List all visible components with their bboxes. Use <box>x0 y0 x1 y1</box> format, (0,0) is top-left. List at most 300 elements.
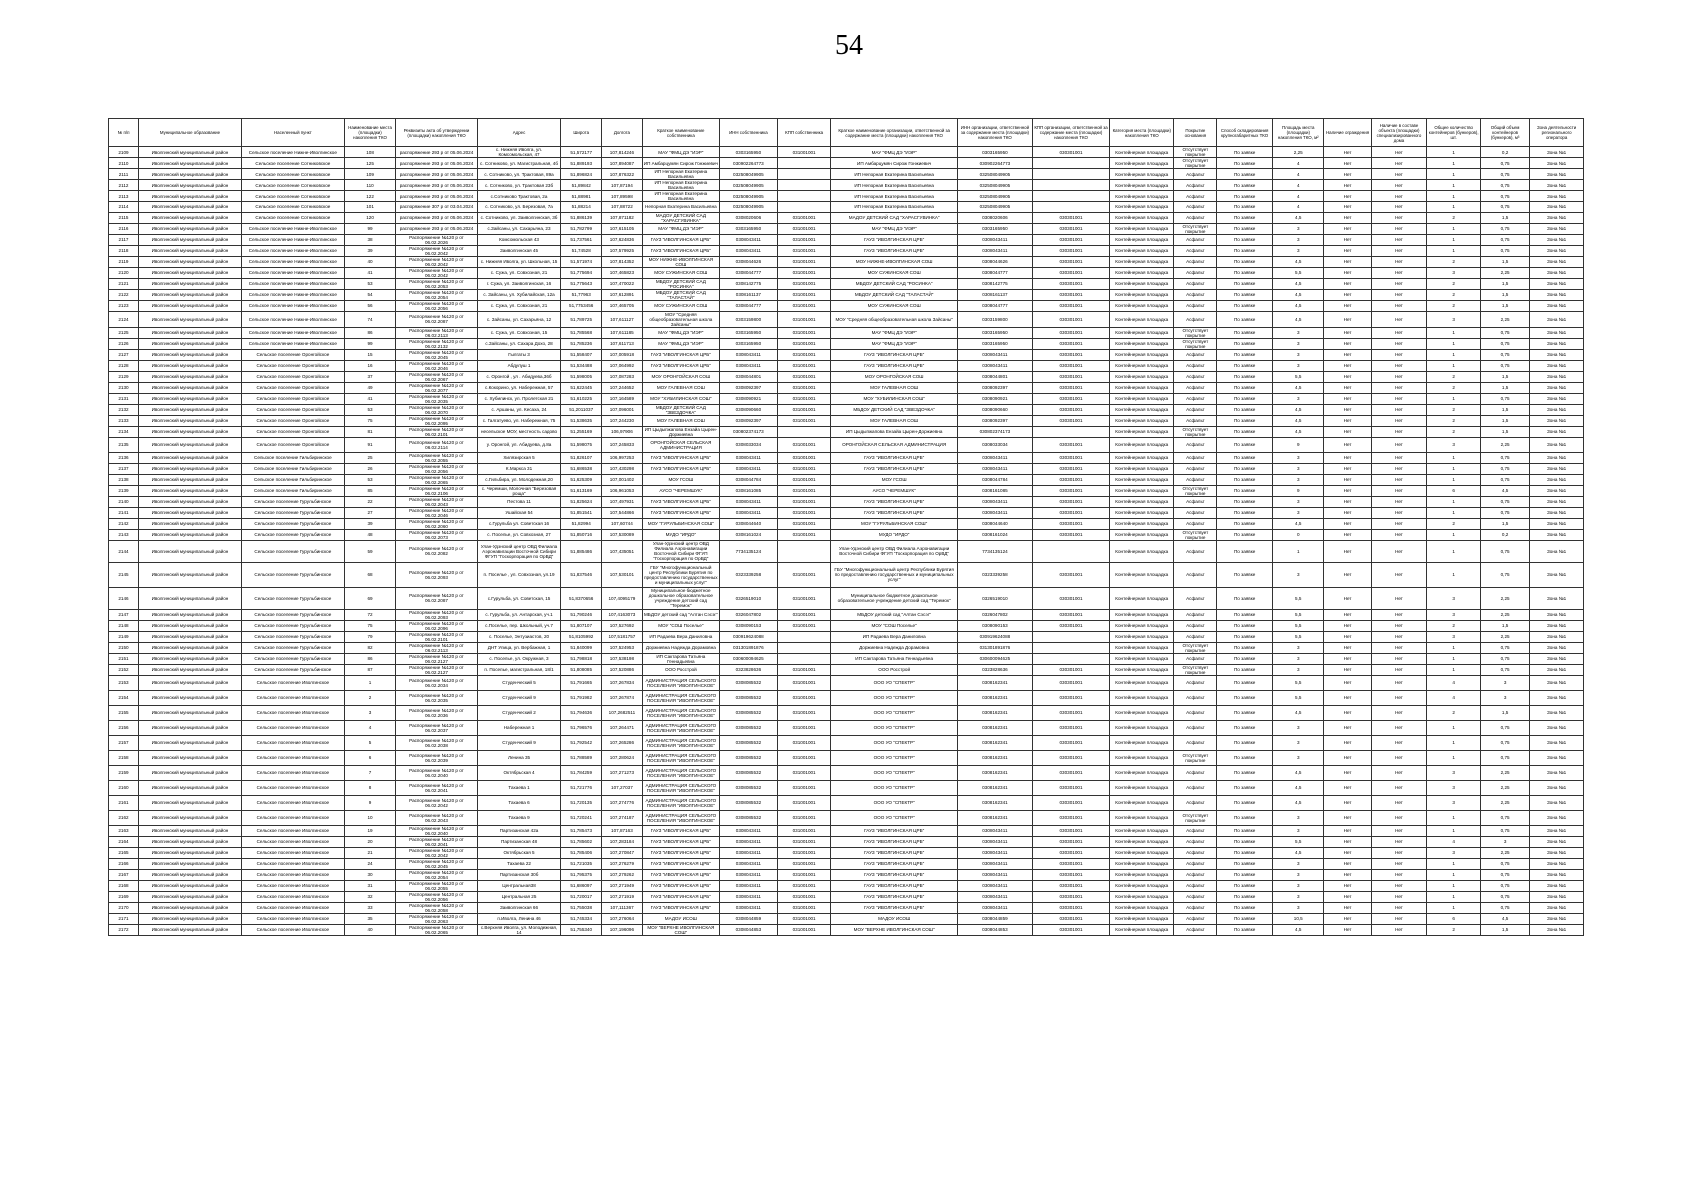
table-cell: 031001001 <box>777 147 831 158</box>
table-cell: Контейнерная площадка <box>1110 223 1174 234</box>
table-cell: 0308043411 <box>957 858 1032 869</box>
table-cell: 031001001 <box>777 267 831 278</box>
table-cell: Распоряжение №120 р от 06.02.2056 <box>396 463 477 474</box>
table-cell: 2129 <box>109 371 139 382</box>
table-cell: Иволгинский муниципальный район <box>139 562 242 587</box>
table-cell: ООО УО "СПЕКТР" <box>831 675 957 690</box>
table-cell: 0326519010 <box>957 587 1032 609</box>
table-cell: 031001001 <box>777 496 831 507</box>
table-cell: 1 <box>1427 858 1481 869</box>
table-cell: 107,524953 <box>602 642 643 653</box>
table-cell: 53 <box>344 278 395 289</box>
table-cell: 51,613169 <box>561 485 602 496</box>
table-cell: Сельское поселение Иволгинское <box>241 675 344 690</box>
table-cell: Контейнерная площадка <box>1110 750 1174 765</box>
table-cell: 2143 <box>109 529 139 540</box>
table-cell: 030919624088 <box>957 631 1032 642</box>
table-cell: 106,997253 <box>602 452 643 463</box>
table-cell: По заявке <box>1217 452 1273 463</box>
table-cell: МОУ ОРОНГОЙСКАЯ СОШ <box>642 371 719 382</box>
table-cell: 0308092397 <box>957 415 1032 426</box>
table-cell: Контейнерная площадка <box>1110 795 1174 810</box>
table-cell: Контейнерная площадка <box>1110 620 1174 631</box>
table-cell: 0308043411 <box>957 463 1032 474</box>
table-cell: 2,25 <box>1480 631 1529 642</box>
table-cell: Доржиевна Надежда Дорамовна <box>642 642 719 653</box>
table-cell: Сельское поселение Оронгойское <box>241 393 344 404</box>
table-cell: Распоряжение №120 р от 06.02.2039 <box>396 750 477 765</box>
table-cell: По заявке <box>1217 289 1273 300</box>
table-cell: 0308090921 <box>957 393 1032 404</box>
table-cell: 51,7753456 <box>561 300 602 311</box>
table-cell: Нет <box>1324 437 1371 452</box>
table-cell: 4,5 <box>1273 765 1324 780</box>
table-cell: Сельское поселение Гурульбинское <box>241 642 344 653</box>
table-cell: По заявке <box>1217 426 1273 437</box>
table-cell: Иволгинский муниципальный район <box>139 311 242 327</box>
table-cell: 51,686097 <box>561 880 602 891</box>
table-cell: Нет <box>1324 507 1371 518</box>
table-cell: Нет <box>1324 426 1371 437</box>
table-cell: 3 <box>1273 338 1324 349</box>
table-cell: 4,5 <box>1273 847 1324 858</box>
table-cell: 0308043411 <box>719 452 777 463</box>
table-cell: Нет <box>1324 653 1371 664</box>
table-cell: Иволгинский муниципальный район <box>139 924 242 935</box>
table-cell: Нет <box>1324 349 1371 360</box>
table-cell: 031001001 <box>777 924 831 935</box>
table-cell <box>777 202 831 213</box>
table-cell: п.Иволга, Ленина 46 <box>477 913 561 924</box>
table-cell: 4,5 <box>1273 404 1324 415</box>
table-cell: 0308044640 <box>719 518 777 529</box>
column-header: Способ складирования крупногабаритных ТКО <box>1217 119 1273 147</box>
table-cell: 0308033034 <box>957 437 1032 452</box>
table-cell: 51,785236 <box>561 338 602 349</box>
table-cell: 107,271273 <box>602 765 643 780</box>
table-cell: 4 <box>1427 836 1481 847</box>
table-cell <box>777 426 831 437</box>
table-cell: 0323828636 <box>957 664 1032 675</box>
table-cell: 0,75 <box>1480 180 1529 191</box>
table-cell: 031001001 <box>777 349 831 360</box>
table-cell: Отсутствует покрытие <box>1174 426 1217 437</box>
table-cell: 51,785406 <box>561 847 602 858</box>
table-cell: 4 <box>1273 191 1324 202</box>
table-cell: 030600094625 <box>719 653 777 664</box>
table-cell: Зона №1 <box>1530 485 1584 496</box>
table-cell: Асфальт <box>1174 653 1217 664</box>
table-cell: По заявке <box>1217 642 1273 653</box>
table-cell: 2133 <box>109 415 139 426</box>
table-cell: МОУ НИЖНЕ-ИВОЛГИНСКАЯ СОШ <box>831 256 957 267</box>
table-cell: Нет <box>1324 750 1371 765</box>
table-row <box>109 540 1584 562</box>
table-cell: с. Черемши, Молочная "Березовая роща" <box>477 485 561 496</box>
table-cell: Нет <box>1371 720 1427 735</box>
table-cell: 030301001 <box>1032 485 1109 496</box>
table-cell: 2148 <box>109 620 139 631</box>
table-cell: МОУ СУЖИНСКАЯ СОШ <box>831 300 957 311</box>
table-cell: По заявке <box>1217 836 1273 847</box>
table-row <box>109 507 1584 518</box>
table-cell: Нет <box>1324 587 1371 609</box>
table-cell: Нет <box>1371 223 1427 234</box>
table-cell: Асфальт <box>1174 245 1217 256</box>
table-cell: По заявке <box>1217 720 1273 735</box>
table-cell: 0308161085 <box>719 485 777 496</box>
table-cell: Распоряжение №120 р от 06.02.2096 <box>396 620 477 631</box>
table-cell: Зона №1 <box>1530 720 1584 735</box>
table-cell: По заявке <box>1217 780 1273 795</box>
table-cell: 37 <box>344 371 395 382</box>
table-cell: Зона №1 <box>1530 891 1584 902</box>
table-cell: Сельское поселение Гильбиринское <box>241 485 344 496</box>
table-cell: 0326047802 <box>957 609 1032 620</box>
table-cell: 4,5 <box>1273 705 1324 720</box>
table-cell: 33 <box>344 902 395 913</box>
table-cell: 0308044777 <box>957 300 1032 311</box>
table-cell: 4 <box>1427 675 1481 690</box>
table-cell: 35 <box>344 913 395 924</box>
table-cell: 107,005918 <box>602 349 643 360</box>
table-cell: По заявке <box>1217 278 1273 289</box>
table-cell: 107,244652 <box>602 382 643 393</box>
table-cell: Нет <box>1371 653 1427 664</box>
table-cell: 3 <box>1427 780 1481 795</box>
table-cell: 6 <box>344 750 395 765</box>
table-cell: 107,430298 <box>602 463 643 474</box>
table-cell: Иволгинский муниципальный район <box>139 256 242 267</box>
table-cell: 0308043411 <box>719 847 777 858</box>
table-cell: 030301001 <box>1032 300 1109 311</box>
table-cell: Иволгинский муниципальный район <box>139 202 242 213</box>
table-cell: Нет <box>1324 609 1371 620</box>
table-cell: Асфальт <box>1174 382 1217 393</box>
table-cell: 107,283184 <box>602 836 643 847</box>
table-cell: Нет <box>1371 415 1427 426</box>
table-cell: По заявке <box>1217 393 1273 404</box>
table-cell: 0308162341 <box>957 675 1032 690</box>
table-cell: Студенческий 2 <box>477 705 561 720</box>
table-cell: 4 <box>1273 202 1324 213</box>
table-cell: Зона №1 <box>1530 212 1584 223</box>
table-cell: 030301001 <box>1032 212 1109 223</box>
table-cell: 0308162341 <box>957 780 1032 795</box>
table-cell: 107,579925 <box>602 245 643 256</box>
table-cell: 2127 <box>109 349 139 360</box>
table-cell: 0308043411 <box>719 496 777 507</box>
table-cell: 7734135124 <box>719 540 777 562</box>
table-cell: Нет <box>1371 675 1427 690</box>
table-cell: 51,784259 <box>561 765 602 780</box>
table-cell: Асфальт <box>1174 675 1217 690</box>
table-cell: 030802374173 <box>719 426 777 437</box>
table-cell: 031001001 <box>777 690 831 705</box>
table-cell: Нет <box>1371 267 1427 278</box>
table-cell: 1,5 <box>1480 289 1529 300</box>
table-cell: Контейнерная площадка <box>1110 587 1174 609</box>
table-cell: 3 <box>1273 891 1324 902</box>
table-row <box>109 349 1584 360</box>
table-cell: 2141 <box>109 507 139 518</box>
table-cell: МАУ "ФМЦ ДЭ "ИЭР" <box>642 223 719 234</box>
table-cell: 4,5 <box>1273 256 1324 267</box>
table-cell: 0,75 <box>1480 880 1529 891</box>
table-cell: Контейнерная площадка <box>1110 631 1174 642</box>
table-cell: 7734135124 <box>957 540 1032 562</box>
table-cell: МОУ "ВЕРХНЕ ИВОЛГИНСКАЯ СОШ" <box>642 924 719 935</box>
table-row <box>109 327 1584 338</box>
table-cell: 68 <box>344 562 395 587</box>
table-cell: Иволгинский муниципальный район <box>139 278 242 289</box>
table-cell: Зона №1 <box>1530 256 1584 267</box>
table-cell: Нет <box>1324 267 1371 278</box>
column-header: Широта <box>561 119 602 147</box>
table-cell: Нет <box>1371 869 1427 880</box>
table-cell: Зона №1 <box>1530 223 1584 234</box>
table-cell: 0308162341 <box>957 795 1032 810</box>
table-cell: 1,5 <box>1480 371 1529 382</box>
table-cell: 74 <box>344 311 395 327</box>
table-cell: 0,75 <box>1480 750 1529 765</box>
table-cell: 108 <box>344 147 395 158</box>
table-cell: Контейнерная площадка <box>1110 518 1174 529</box>
table-cell: 51,8105992 <box>561 631 602 642</box>
table-cell: Иволгинский муниципальный район <box>139 642 242 653</box>
table-cell: Сельское поселение Нижне-Иволгинское <box>241 147 344 158</box>
table-cell: 107,270847 <box>602 847 643 858</box>
table-cell: 030301001 <box>1032 289 1109 300</box>
table-cell <box>777 180 831 191</box>
table-row <box>109 382 1584 393</box>
table-cell: Нет <box>1324 780 1371 795</box>
table-cell: 1,5 <box>1480 300 1529 311</box>
table-cell: 10 <box>344 810 395 825</box>
table-cell: МАУ "ФМЦ ДЭ "ИЭР" <box>642 147 719 158</box>
table-cell: 2136 <box>109 452 139 463</box>
table-cell: Партизанская 48 <box>477 836 561 847</box>
table-cell: 1 <box>1427 735 1481 750</box>
table-cell: 2115 <box>109 212 139 223</box>
table-cell: Сельское поселение Гурульбинское <box>241 518 344 529</box>
table-cell: ИП Непорная Екатерина Васильевна <box>642 169 719 180</box>
table-cell: 0303165950 <box>957 338 1032 349</box>
table-cell: Иволгинский муниципальный район <box>139 795 242 810</box>
table-cell: 2164 <box>109 836 139 847</box>
table-cell: Нет <box>1371 620 1427 631</box>
table-row <box>109 735 1584 750</box>
table-cell: 2156 <box>109 720 139 735</box>
table-cell: 0303165950 <box>719 223 777 234</box>
table-cell: Зона №1 <box>1530 404 1584 415</box>
table-cell: 2158 <box>109 750 139 765</box>
table-cell: Асфальт <box>1174 360 1217 371</box>
table-cell: Нет <box>1371 234 1427 245</box>
table-cell: 86 <box>344 653 395 664</box>
table-cell: АУСО "ЧЕРЕМШУК" <box>642 485 719 496</box>
table-cell: 51,775643 <box>561 278 602 289</box>
table-cell: 031001001 <box>777 620 831 631</box>
table-cell: Нет <box>1324 212 1371 223</box>
column-header: Реквизиты акта об утверждении (площадки) накопления ТКО <box>396 119 477 147</box>
table-cell: Иволгинский муниципальный район <box>139 720 242 735</box>
table-cell: 1 <box>1427 653 1481 664</box>
table-cell: Нет <box>1324 765 1371 780</box>
table-cell: 4,5 <box>1273 278 1324 289</box>
table-cell: 0308092397 <box>719 382 777 393</box>
table-cell: несельское МОУ, местность садово <box>477 426 561 437</box>
table-cell: Контейнерная площадка <box>1110 474 1174 485</box>
table-cell: Контейнерная площадка <box>1110 393 1174 404</box>
table-cell: По заявке <box>1217 223 1273 234</box>
table-row <box>109 169 1584 180</box>
table-cell <box>777 169 831 180</box>
table-cell: 2124 <box>109 311 139 327</box>
table-cell: 031301891876 <box>719 642 777 653</box>
table-cell: ООО УО "СПЕКТР" <box>831 780 957 795</box>
table-cell: 107,280624 <box>602 750 643 765</box>
table-cell: 0,75 <box>1480 463 1529 474</box>
table-cell: 030301001 <box>1032 371 1109 382</box>
table-cell: МОУ "ГУРУЛЬБИНСКАЯ СОШ" <box>831 518 957 529</box>
table-cell: Сельское поселение Иволгинское <box>241 836 344 847</box>
table-cell: 3 <box>1273 810 1324 825</box>
table-cell: Нет <box>1371 437 1427 452</box>
table-cell: 030301001 <box>1032 847 1109 858</box>
table-cell: 0308043411 <box>719 463 777 474</box>
table-cell: ГАУЗ "ИВОЛГИНСКАЯ ЦРБ" <box>831 891 957 902</box>
table-cell: Нет <box>1324 496 1371 507</box>
table-cell: 1 <box>1427 463 1481 474</box>
table-cell <box>1032 191 1109 202</box>
table-cell: 031001001 <box>777 587 831 609</box>
table-cell: 2153 <box>109 675 139 690</box>
table-cell: 0326047802 <box>719 609 777 620</box>
table-cell: По заявке <box>1217 437 1273 452</box>
table-cell: Нет <box>1371 690 1427 705</box>
table-cell: Зона №1 <box>1530 924 1584 935</box>
table-cell: 75 <box>344 415 395 426</box>
table-row <box>109 825 1584 836</box>
table-cell: 031001001 <box>777 664 831 675</box>
table-cell: с.Гурульба ул. Советская 16 <box>477 518 561 529</box>
table-cell: По заявке <box>1217 474 1273 485</box>
table-cell: 3 <box>344 705 395 720</box>
table-cell: с. Сотниково, ул. Березовая, 7а <box>477 202 561 213</box>
table-cell: 107,87194 <box>602 180 643 191</box>
table-cell: Нет <box>1371 924 1427 935</box>
table-cell: Распоряжение №120 р от 06.02.2054 <box>396 289 477 300</box>
table-cell: 0308020606 <box>957 212 1032 223</box>
table-cell: 1,5 <box>1480 415 1529 426</box>
table-cell: Распоряжение №120 р от 06.02.2056 <box>396 300 477 311</box>
table-cell: с.Поселье, пер. Школьный, уч.7 <box>477 620 561 631</box>
table-cell: ООО УО "СПЕКТР" <box>831 765 957 780</box>
column-header: Покрытие основания <box>1174 119 1217 147</box>
table-cell: 1 <box>1427 720 1481 735</box>
table-cell: Асфальт <box>1174 404 1217 415</box>
table-row <box>109 869 1584 880</box>
table-cell: 2172 <box>109 924 139 935</box>
table-cell: 1,5 <box>1480 924 1529 935</box>
table-cell: Зона №1 <box>1530 393 1584 404</box>
table-cell: 1 <box>1427 234 1481 245</box>
table-cell: с. Сотниково, ул. Заиволгинская, 3б <box>477 212 561 223</box>
table-cell: 41 <box>344 267 395 278</box>
table-cell: 031001001 <box>777 404 831 415</box>
table-cell: По заявке <box>1217 245 1273 256</box>
table-cell: 031001001 <box>777 256 831 267</box>
table-cell: Иволгинский муниципальный район <box>139 540 242 562</box>
table-cell: распоряжение 293 р от 05.06.2024 <box>396 169 477 180</box>
table-cell: 031001001 <box>777 415 831 426</box>
table-cell: 1 <box>1427 902 1481 913</box>
table-cell: 2169 <box>109 891 139 902</box>
table-cell: Контейнерная площадка <box>1110 902 1174 913</box>
table-row <box>109 404 1584 415</box>
table-cell: 0308043411 <box>719 234 777 245</box>
column-header: Зона деятельности регионального оператора <box>1530 119 1584 147</box>
table-cell: 1 <box>1427 869 1481 880</box>
table-cell: МОУ ГАЛЕВНАЯ СОШ <box>831 382 957 393</box>
table-cell: Распоряжение №120 р от 06.02.2058 <box>396 902 477 913</box>
table-cell: Иволгинский муниципальный район <box>139 463 242 474</box>
table-cell: Иволгинский муниципальный район <box>139 338 242 349</box>
table-cell: 031001001 <box>777 234 831 245</box>
table-cell: Асфальт <box>1174 256 1217 267</box>
table-cell: 107,624836 <box>602 234 643 245</box>
table-cell: Контейнерная площадка <box>1110 765 1174 780</box>
table-cell: Сельское поселение Нижне-Иволгинское <box>241 311 344 327</box>
table-cell: Зона №1 <box>1530 675 1584 690</box>
table-row <box>109 256 1584 267</box>
table-cell: 51,788589 <box>561 750 602 765</box>
table-cell: Распоряжение №120 р от 06.02.2087 <box>396 311 477 327</box>
table-cell: Контейнерная площадка <box>1110 562 1174 587</box>
table-cell: Нет <box>1324 300 1371 311</box>
table-cell: Иволгинский муниципальный район <box>139 913 242 924</box>
table-cell: Нет <box>1324 620 1371 631</box>
table-cell: Нет <box>1324 485 1371 496</box>
table-cell: Студенческий 9 <box>477 735 561 750</box>
table-cell: 51,755038 <box>561 902 602 913</box>
table-cell: 0,75 <box>1480 474 1529 485</box>
table-cell: 0308043411 <box>719 349 777 360</box>
table-cell: 031001001 <box>777 780 831 795</box>
table-cell: Зона №1 <box>1530 540 1584 562</box>
table-cell: Зона №1 <box>1530 825 1584 836</box>
table-cell: г. Сужа, ул. Заиволгинская, 16 <box>477 278 561 289</box>
table-cell: ИП Цыдыпжапова Ензайа Цырен-Доржиевна <box>831 426 957 437</box>
table-cell: 4 <box>1427 690 1481 705</box>
table-cell: 3 <box>1480 836 1529 847</box>
table-cell: Нет <box>1324 223 1371 234</box>
table-cell: Сельское поселение Иволгинское <box>241 902 344 913</box>
table-cell: 2168 <box>109 880 139 891</box>
table-cell: 1 <box>1427 562 1481 587</box>
table-cell: 0308043411 <box>957 825 1032 836</box>
table-cell: Иволгинский муниципальный район <box>139 631 242 642</box>
table-cell: 2171 <box>109 913 139 924</box>
table-cell: 19 <box>344 825 395 836</box>
table-cell: 030301001 <box>1032 795 1109 810</box>
table-cell: МОУ ГАЛЕВНАЯ СОШ <box>642 415 719 426</box>
table-cell: По заявке <box>1217 267 1273 278</box>
table-cell: Нет <box>1324 245 1371 256</box>
table-cell: 1 <box>1427 180 1481 191</box>
table-cell: Отсутствует покрытие <box>1174 750 1217 765</box>
